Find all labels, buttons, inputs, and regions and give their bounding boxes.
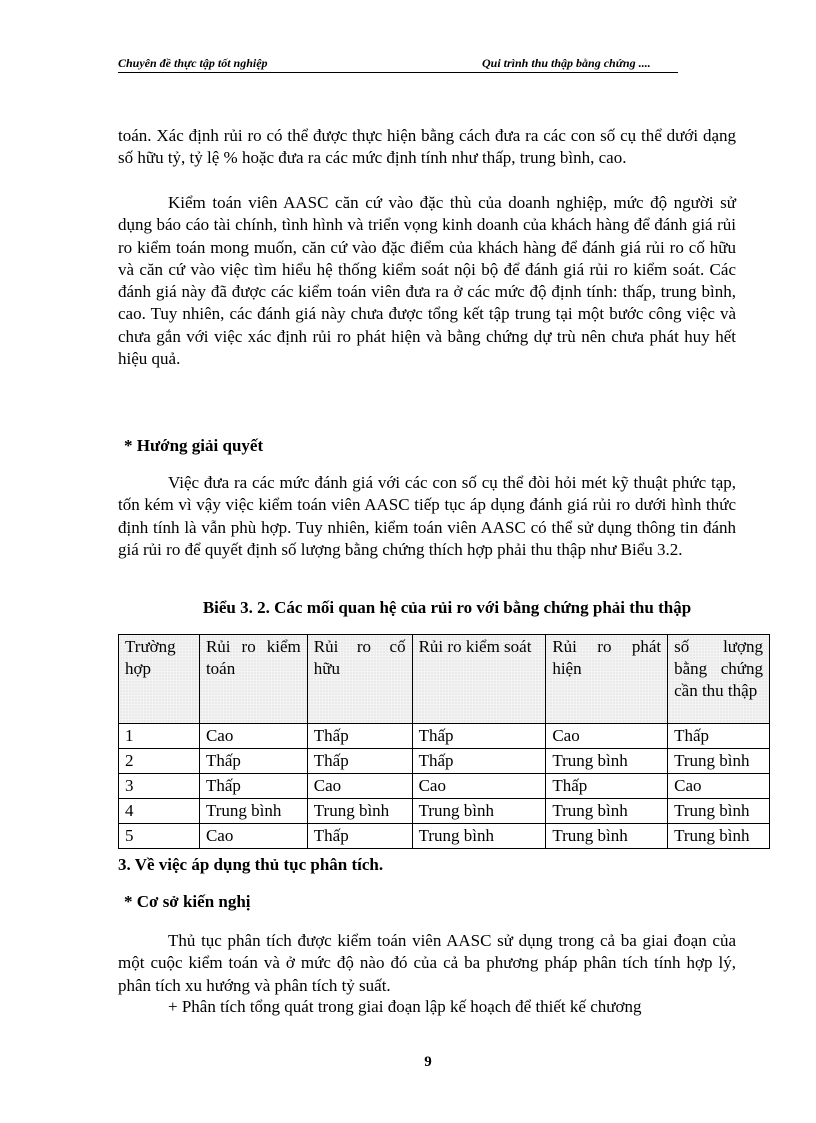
table-row — [119, 749, 770, 774]
table-cell: 4 — [119, 799, 200, 824]
table-cell: Cao — [546, 724, 668, 749]
paragraph-risk-quantification: toán. Xác định rủi ro có thể được thực hiện bằng cách đưa ra các con số cụ thể dưới dạng số hữu tỷ, tỷ lệ % hoặc đưa ra các mức định tính như thấp, trung bình, cao. — [118, 126, 736, 168]
paragraph-aasc-risk-assessment: Kiểm toán viên AASC căn cứ vào đặc thù của doanh nghiệp, mức độ người sử dụng báo cáo tài chính, tình hình và triển vọng kinh doanh của khách hàng để đánh giá rủi ro kiểm toán mong muốn, căn cứ vào đặc điểm của khách hàng để đánh giá rủi ro cố hữu và căn cứ vào việc tìm hiểu hệ thống kiểm soát nội bộ để đánh giá rủi ro kiểm soát. Các đánh giá này đã được các kiểm toán viên đưa ra ở các mức độ định tính: thấp, trung bình, cao. Tuy nhiên, các đánh giá này chưa được tổng kết tập trung tại một bước công việc và chưa gắn với việc xác định rủi ro phát hiện và bằng chứng dự trù nên chưa phát huy hết hiệu quả. — [118, 193, 736, 369]
table-row — [119, 774, 770, 799]
paragraph-solution: Việc đưa ra các mức đánh giá với các con số cụ thể đòi hỏi mét kỹ thuật phức tạp, tốn kém vì vậy việc kiểm toán viên AASC tiếp tục áp dụng đánh giá rủi ro dưới hình thức định tính là vẫn phù hợp. Tuy nhiên, kiểm toán viên AASC có thể sử dụng thông tin đánh giá rủi ro để quyết định số lượng bằng chứng thích hợp phải thu thập như Biểu 3.2. — [118, 473, 736, 559]
table-row — [119, 724, 770, 749]
table-cell: 5 — [119, 824, 200, 849]
table-cell: Cao — [668, 774, 770, 799]
header-left-title: Chuyên đề thực tập tốt nghiệp — [118, 56, 268, 70]
table-row — [119, 824, 770, 849]
table-cell: Trung bình — [668, 749, 770, 774]
table-cell: Cao — [307, 774, 412, 799]
header-rule — [118, 72, 678, 73]
table-cell: Trung bình — [412, 799, 546, 824]
header-right-title: Qui trình thu thập bằng chứng .... — [482, 56, 651, 70]
page-number: 9 — [424, 1054, 432, 1070]
table-cell: Thấp — [307, 724, 412, 749]
header-cell-audit-risk: Rủi ro kiểm toán — [199, 635, 307, 724]
table-cell: Trung bình — [412, 824, 546, 849]
table-cell: Cao — [412, 774, 546, 799]
table-cell: Thấp — [412, 724, 546, 749]
paragraph-analytical-procedures: Thủ tục phân tích được kiểm toán viên AASC sử dụng trong cả ba giai đoạn của một cuộc kiểm toán và ở mức độ nào đó của cả ba phương pháp phân tích tính hợp lý, phân tích xu hướng và phân tích tỷ suất. — [118, 931, 736, 995]
table-cell: 3 — [119, 774, 200, 799]
header-cell-case: Trường hợp — [119, 635, 200, 724]
heading-analytical-procedures: 3. Về việc áp dụng thủ tục phân tích. — [118, 855, 384, 874]
table-cell: Trung bình — [546, 799, 668, 824]
table-cell: Trung bình — [307, 799, 412, 824]
table-cell: Thấp — [307, 824, 412, 849]
header-cell-detection-risk: Rủi ro phát hiện — [546, 635, 668, 724]
table-cell: Trung bình — [668, 824, 770, 849]
table-cell: Cao — [199, 724, 307, 749]
heading-solution: * Hướng giải quyết — [124, 436, 264, 455]
header-cell-evidence-quantity: số lượng bằng chứng cần thu thập — [668, 635, 770, 724]
table-cell: Cao — [199, 824, 307, 849]
table-cell: Thấp — [199, 774, 307, 799]
table-caption: Biểu 3. 2. Các mối quan hệ của rủi ro với bằng chứng phải thu thập — [202, 598, 692, 617]
table-cell: Thấp — [546, 774, 668, 799]
table-cell: Trung bình — [199, 799, 307, 824]
table-cell: Thấp — [668, 724, 770, 749]
table-cell: Trung bình — [546, 824, 668, 849]
table-cell: Trung bình — [546, 749, 668, 774]
table-row — [119, 799, 770, 824]
paragraph-planning-analysis: + Phân tích tổng quát trong giai đoạn lập kế hoạch để thiết kế chương — [168, 997, 642, 1016]
table-cell: Thấp — [412, 749, 546, 774]
table-cell: Trung bình — [668, 799, 770, 824]
table-cell: Thấp — [199, 749, 307, 774]
risk-evidence-table — [118, 634, 770, 849]
heading-basis: * Cơ sở kiến nghị — [124, 892, 251, 911]
table-cell: 1 — [119, 724, 200, 749]
table-cell: Thấp — [307, 749, 412, 774]
table-header-row — [119, 635, 770, 724]
table-cell: 2 — [119, 749, 200, 774]
header-cell-control-risk: Rủi ro kiểm soát — [412, 635, 546, 724]
header-cell-inherent-risk: Rủi ro cố hữu — [307, 635, 412, 724]
